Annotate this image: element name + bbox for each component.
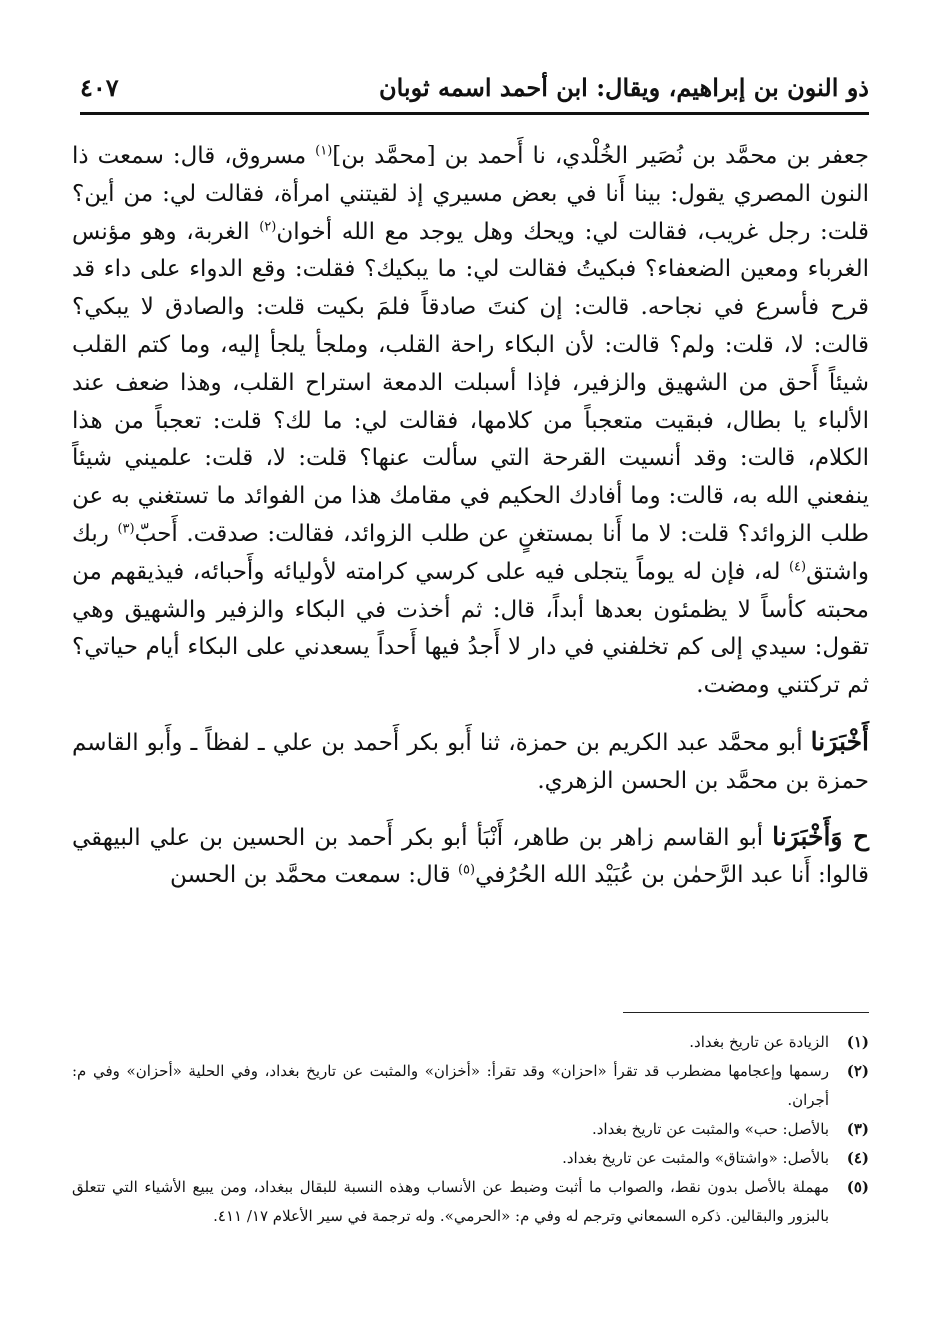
footnote-text: بالأصل: «واشتاق» والمثبت عن تاريخ بغداد. bbox=[562, 1149, 829, 1167]
main-text bbox=[72, 138, 869, 895]
paragraph-lead: ح وَأَخْبَرَنا bbox=[772, 821, 869, 851]
footnote-marker: (١) bbox=[315, 143, 333, 159]
footnote bbox=[72, 1057, 869, 1115]
footnote bbox=[72, 1144, 869, 1173]
footnote-marker: (٤) bbox=[788, 559, 807, 575]
footnote-number: (٥) bbox=[846, 1178, 869, 1196]
paragraph-2-lead: أَخْبَرَنا bbox=[810, 726, 869, 756]
footnote-text: مهملة بالأصل بدون نقط، والصواب ما أثبت وضبط عن الأنساب وهذه النسبة للبقال ببغداد، ومن يبيع الأشياء التي تتعلق بالبزور والبقالين. ذكره السمعاني وترجم له وفي م: «الحرمي». وله ترجمة في سير الأعلام ١٧/ ٤١١. bbox=[72, 1178, 829, 1225]
page-header bbox=[80, 62, 869, 115]
paragraph-1 bbox=[72, 138, 869, 705]
page-number: ٤٠٧ bbox=[80, 72, 119, 102]
footnote bbox=[72, 1173, 869, 1231]
footnote-number: (٤) bbox=[846, 1149, 869, 1167]
footnote-marker: (٢) bbox=[259, 218, 277, 234]
footnote-marker: (٥) bbox=[457, 862, 476, 878]
paragraph-2-text: أبو محمَّد عبد الكريم بن حمزة، ثنا أَبو بكر أَحمد بن علي ـ لفظاً ـ وأَبو القاسم حمزة بن محمَّد بن الحسن الزهري. bbox=[72, 729, 869, 794]
footnote-number: (٢) bbox=[846, 1062, 869, 1080]
footnotes bbox=[72, 1028, 869, 1231]
footnote-marker: (٣) bbox=[117, 521, 135, 537]
footnote-text: الزيادة عن تاريخ بغداد. bbox=[689, 1033, 829, 1051]
running-title: ذو النون بن إبراهيم، ويقال: ابن أحمد اسمه ثوبان bbox=[378, 72, 869, 102]
text-run: أبو القاسم زاهر بن طاهر، أَنْبَأ أبو بكر أَحمد بن الحسين بن علي البيهقي قالوا: أَنا عبد الرَّحمٰن بن عُبَيْد الله الحُرُفي bbox=[72, 824, 869, 889]
paragraph-2 bbox=[72, 723, 869, 801]
footnote bbox=[72, 1028, 869, 1057]
text-run: له، فإن له يوماً يتجلى فيه على كرسي كرامته لأوليائه وأَحبائه، فيذيقهم من محبته كأساً لا يظمئون بعدها أبداً، قال: ثم أخذت في البكاء والزفير والشهيق وهي تقول: سيدي إلى كم تخلفني في دار لا أَجدُ فيها أَحداً يسعدني على البكاء أيام حياتي؟ ثم تركتني ومضت. bbox=[72, 558, 869, 699]
footnote-text: رسمها وإعجامها مضطرب قد تقرأ «احزان» وقد تقرأ: «أخزان» والمثبت عن تاريخ بغداد، وفي الحلية «أحزان» وفي م: أجران. bbox=[72, 1062, 829, 1109]
footnote-divider bbox=[623, 1012, 869, 1013]
text-run: قال: سمعت محمَّد بن الحسن bbox=[169, 862, 458, 889]
footnote-number: (١) bbox=[846, 1033, 869, 1051]
footnote-text: بالأصل: حب» والمثبت عن تاريخ بغداد. bbox=[591, 1120, 829, 1138]
paragraph-3 bbox=[72, 818, 869, 896]
text-run: ربك واشتق bbox=[72, 520, 869, 585]
footnote-number: (٣) bbox=[846, 1120, 869, 1138]
footnote bbox=[72, 1115, 869, 1144]
text-run: مسروق، قال: سمعت ذا النون المصري يقول: بينا أَنا في بعض مسيري إذ لقيتني امرأة، فقالت لي: من أين؟ قلت: رجل غريب، فقالت لي: ويحك وهل يوجد مع الله أخوان bbox=[72, 143, 869, 245]
text-run: جعفر بن محمَّد بن نُصَير الخُلْدي، نا أَحمد بن [محمَّد بن] bbox=[332, 143, 869, 169]
text-run: الغربة، وهو مؤنس الغرباء ومعين الضعفاء؟ فبكيتُ فقالت لي: ما يبكيك؟ فقلت: وقع الدواء على داء قد قرح فأسرع في نجاحه. قالت: إن كنتَ صادقاً فلمَ بكيت قلت: والصادق لا يبكي؟ قالت: لا، قلت: ولم؟ قالت: لأن البكاء راحة القلب، وملجأ يلجأ إليه، وما كتم القلب شيئاً أَحق من الشهيق والزفير، فإذا أسبلت الدمعة استراح القلب، وهذا ضعف عند الألباء يا بطال، فبقيت متعجباً من كلامها، فقالت لي: ما لك؟ قلت: تعجباً من هذا الكلام، قالت: وقد أنسيت القرحة التي سألت عنها؟ قلت: لا، قلت: علميني شيئاً ينفعني الله به، قالت: وما أفادك الحكيم في مقامك هذا من الفوائد ما تستغني به عن طلب الزوائد؟ قلت: لا ما أَنا بمستغنٍ عن طلب الزوائد، فقالت: صدقت. أَحبّ bbox=[72, 218, 870, 547]
